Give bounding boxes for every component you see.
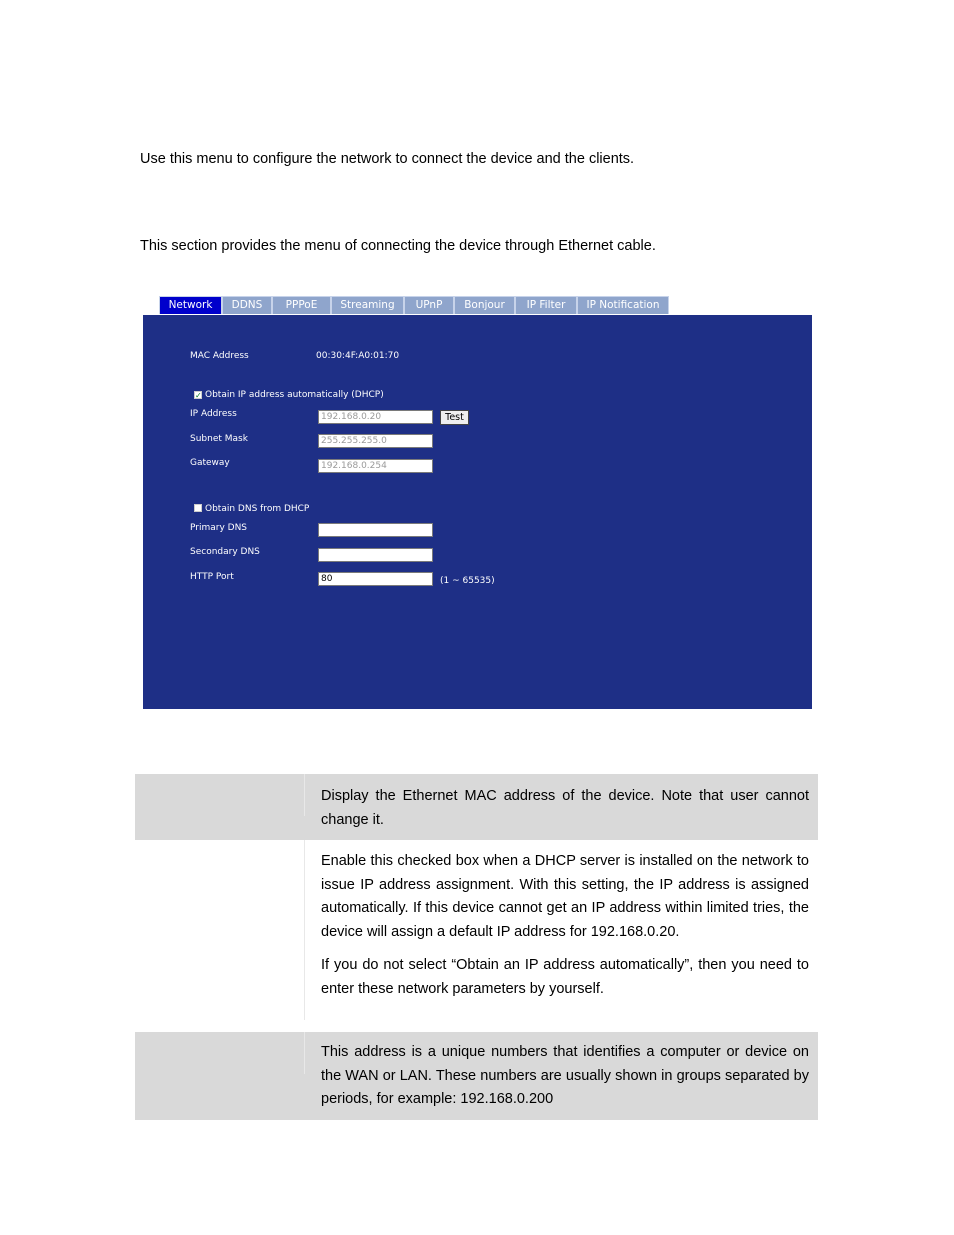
tab-ddns[interactable]: DDNS	[222, 296, 272, 314]
description-paragraph: If you do not select “Obtain an IP address automatically”, then you need to enter these network parameters by yourself.	[321, 957, 809, 997]
ip-address-input[interactable]: 192.168.0.20	[318, 410, 433, 424]
row-label-cell	[135, 1032, 305, 1120]
subnet-mask-label: Subnet Mask	[190, 434, 248, 444]
table-row	[135, 840, 818, 1032]
row-description-cell	[321, 774, 809, 832]
table-row	[135, 1032, 818, 1120]
row-description-cell	[321, 840, 809, 1001]
secondary-dns-input[interactable]	[318, 548, 433, 562]
gateway-label: Gateway	[190, 458, 230, 468]
row-label-cell	[135, 774, 305, 840]
subnet-mask-input[interactable]: 255.255.255.0	[318, 434, 433, 448]
network-settings-panel	[143, 315, 812, 709]
dns-checkbox-label: Obtain DNS from DHCP	[205, 504, 310, 514]
description-table	[135, 774, 818, 1120]
gateway-input[interactable]: 192.168.0.254	[318, 459, 433, 473]
http-port-range: (1 ~ 65535)	[440, 576, 495, 586]
row-label-cell	[135, 840, 305, 1032]
tab-streaming[interactable]: Streaming	[331, 296, 404, 314]
http-port-label: HTTP Port	[190, 572, 234, 582]
tab-network[interactable]: Network	[159, 296, 222, 314]
mac-address-value: 00:30:4F:A0:01:70	[316, 351, 400, 361]
primary-dns-label: Primary DNS	[190, 523, 248, 533]
dns-checkbox[interactable]	[194, 504, 202, 512]
secondary-dns-label: Secondary DNS	[190, 547, 260, 557]
tab-pppoe[interactable]: PPPoE	[272, 296, 331, 314]
description-paragraph: Display the Ethernet MAC address of the device. Note that user cannot change it.	[321, 788, 809, 828]
settings-tab-bar	[159, 296, 669, 315]
table-row	[135, 774, 818, 840]
primary-dns-input[interactable]	[318, 523, 433, 537]
mac-address-label: MAC Address	[190, 351, 249, 361]
tab-ip-filter[interactable]: IP Filter	[515, 296, 577, 314]
ip-address-label: IP Address	[190, 409, 237, 419]
tab-upnp[interactable]: UPnP	[404, 296, 454, 314]
tab-ip-notification[interactable]: IP Notification	[577, 296, 669, 314]
test-button[interactable]: Test	[440, 410, 469, 425]
dhcp-checkbox[interactable]: ✓	[195, 391, 202, 400]
tab-bonjour[interactable]: Bonjour	[454, 296, 515, 314]
section-paragraph: This section provides the menu of connecting the device through Ethernet cable.	[140, 238, 656, 254]
intro-paragraph: Use this menu to configure the network to connect the device and the clients.	[140, 151, 635, 167]
description-paragraph: Enable this checked box when a DHCP server is installed on the network to issue IP address assignment. With this setting, the IP address is assigned automatically. If this device cannot get an IP address within limited tries, the device will assign a default IP address for 192.168.0.20.	[321, 853, 809, 940]
row-description-cell	[321, 1032, 809, 1112]
http-port-input[interactable]: 80	[318, 572, 433, 586]
dhcp-checkbox-label: Obtain IP address automatically (DHCP)	[205, 390, 384, 400]
description-paragraph: This address is a unique numbers that identifies a computer or device on the WAN or LAN. These numbers are usually shown in groups separated by periods, for example: 192.168.0.200	[321, 1044, 809, 1107]
